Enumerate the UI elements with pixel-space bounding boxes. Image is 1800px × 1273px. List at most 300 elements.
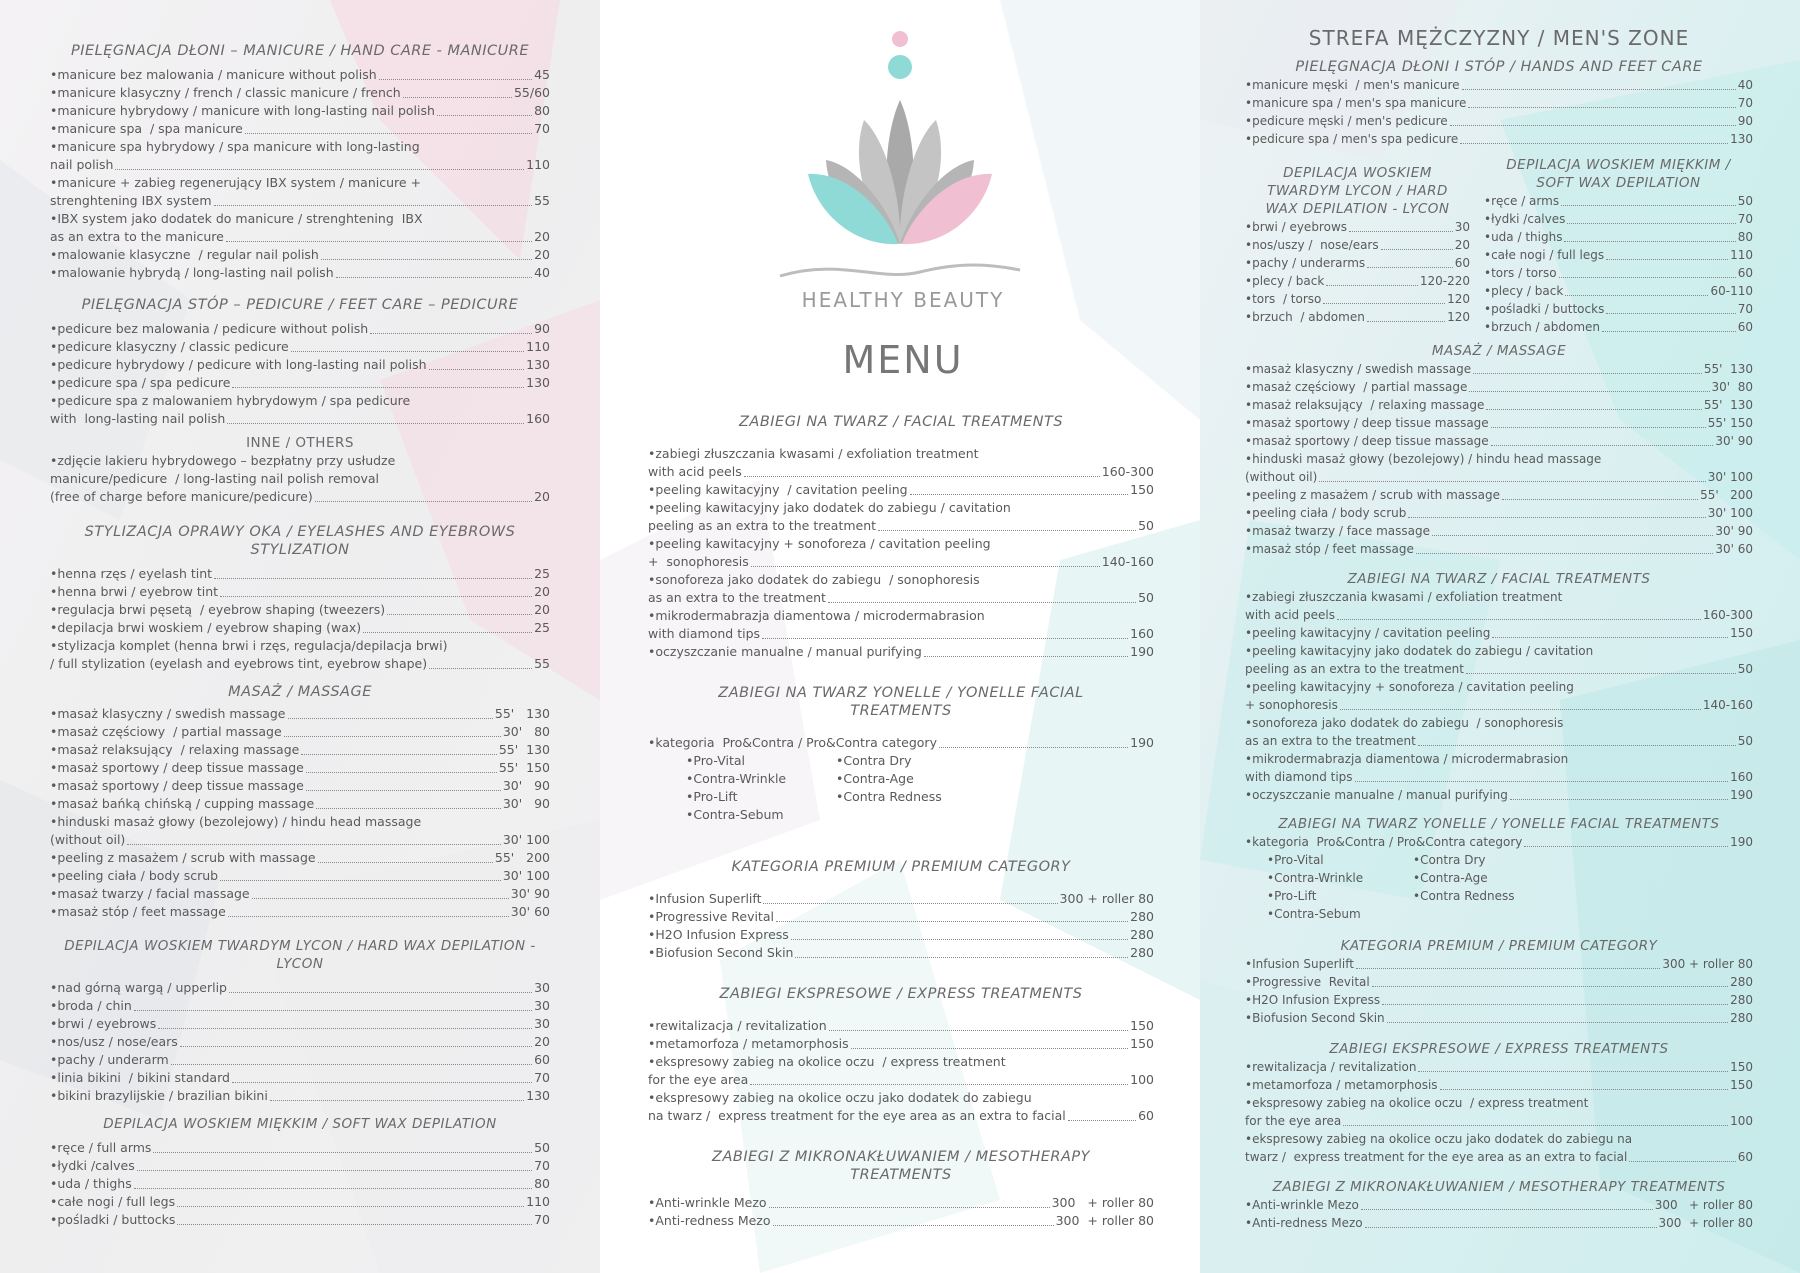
yonelle-subitems [1267, 851, 1753, 923]
dot-leader [153, 1152, 532, 1153]
sub-item: •Contra-Sebum [1267, 907, 1361, 921]
dot-leader [318, 862, 493, 863]
price-item [50, 320, 550, 338]
price-item-label: •pośladki / buttocks [1484, 302, 1605, 316]
price-item-label: •malowanie hybrydą / long-lasting nail polish [50, 265, 334, 280]
dot-leader [1323, 303, 1445, 304]
price-item-label: •łydki /calves [1484, 212, 1566, 226]
section-hard-wax [1245, 156, 1470, 336]
price-value: 60 [1737, 266, 1753, 280]
price-item-label: •pedicure klasyczny / classic pedicure [50, 339, 289, 354]
price-value: 50 [1737, 194, 1753, 208]
price-item-label: •tors / torso [1245, 292, 1322, 306]
dot-leader [1567, 223, 1735, 224]
dot-leader [316, 808, 501, 809]
price-list [1245, 955, 1753, 1027]
price-value: 50 [1138, 590, 1154, 605]
price-item [1245, 290, 1470, 308]
dot-leader [180, 1046, 532, 1047]
price-item-label: •brzuch / abdomen [1245, 310, 1365, 324]
price-item [50, 997, 550, 1015]
price-value: 60 [534, 1052, 550, 1067]
dot-leader [336, 277, 532, 278]
section-eyes [50, 523, 550, 673]
price-list [648, 1194, 1154, 1230]
price-item [50, 601, 550, 619]
dot-leader [232, 1082, 532, 1083]
dot-leader [1466, 673, 1736, 674]
price-list [1245, 1058, 1753, 1166]
price-list [1245, 588, 1753, 804]
price-value: 70 [1737, 96, 1753, 110]
price-list [648, 1017, 1154, 1125]
price-value: 120-220 [1419, 274, 1470, 288]
price-value: 90 [1737, 114, 1753, 128]
section-title: ZABIEGI Z MIKRONAKŁUWANIEM / MESOTHERAPY TREATMENTS [1272, 1179, 1726, 1195]
price-item-label: •Infusion Superlift [1245, 957, 1354, 971]
price-item-text: •ekspresowy zabieg na okolice oczu jako dodatek do zabiegu [648, 1090, 1032, 1105]
price-value: 55 [534, 656, 550, 671]
section-title: DEPILACJA WOSKIEM MIĘKKIM / SOFT WAX DEPILATION [103, 1116, 497, 1132]
price-value: 30 [534, 998, 550, 1013]
price-item-label: •masaż sportowy / deep tissue massage [1245, 434, 1489, 448]
price-item [50, 723, 550, 741]
price-item [1245, 378, 1753, 396]
price-item [1484, 228, 1753, 246]
dot-leader [252, 898, 509, 899]
price-value: 80 [1737, 230, 1753, 244]
price-item-label: with acid peels [1245, 608, 1335, 622]
dot-leader [1606, 259, 1728, 260]
price-item-text: •IBX system jako dodatek do manicure / strenghtening IBX [50, 211, 423, 226]
price-item-label: (without oil) [50, 832, 126, 847]
price-item [1245, 955, 1753, 973]
price-item-text: •stylizacja komplet (henna brwi i rzęs, regulacja/depilacja brwi) [50, 638, 448, 653]
section-title: PIELĘGNACJA DŁONI – MANICURE / HAND CARE - MANICURE [70, 43, 530, 59]
section-meso [648, 1148, 1154, 1230]
price-item-label: •całe nogi / full legs [50, 1194, 176, 1209]
price-value: 190 [1130, 735, 1154, 750]
price-item [1245, 696, 1753, 714]
price-value: 150 [1130, 1036, 1154, 1051]
price-item-text: •sonoforeza jako dodatek do zabiegu / sonophoresis [1245, 716, 1564, 730]
dot-leader [769, 1207, 1050, 1208]
price-item [50, 1157, 550, 1175]
price-value: 30' 80 [1711, 380, 1753, 394]
price-item [1484, 264, 1753, 282]
section-premium [1245, 937, 1753, 1027]
price-item-label: •masaż klasyczny / swedish massage [1245, 362, 1472, 376]
price-value: 70 [534, 121, 550, 136]
menu-title: MENU [842, 338, 964, 382]
price-item [50, 741, 550, 759]
price-list [50, 565, 550, 673]
price-value: 130 [526, 1088, 550, 1103]
price-item-label: •metamorfoza / metamorphosis [1245, 1078, 1438, 1092]
dot-leader [1418, 745, 1736, 746]
section-manicure [50, 42, 550, 282]
section-title: MASAŻ / MASSAGE [1431, 343, 1567, 359]
dot-leader [134, 1010, 532, 1011]
price-item [1245, 360, 1753, 378]
price-item [1484, 282, 1753, 300]
price-list [648, 734, 1154, 752]
price-item [648, 908, 1154, 926]
price-value: 30 [534, 980, 550, 995]
dot-leader [750, 1084, 1128, 1085]
dot-leader [1365, 1227, 1657, 1228]
price-item-label: •masaż stóp / feet massage [50, 904, 226, 919]
price-item [648, 589, 1154, 607]
dot-leader [1337, 619, 1701, 620]
price-value: 70 [534, 1158, 550, 1173]
dot-leader [227, 423, 524, 424]
price-item-label: •pedicure hybrydowy / pedicure with long-lasting nail polish [50, 357, 427, 372]
price-item-label: •plecy / back [1484, 284, 1564, 298]
price-item [648, 1035, 1154, 1053]
price-item-label: •nos/uszy / nose/ears [1245, 238, 1379, 252]
section-title: PIELĘGNACJA STÓP – PEDICURE / FEET CARE – PEDICURE [81, 297, 519, 313]
price-value: 150 [1730, 1078, 1753, 1092]
price-item-label: •rewitalizacja / revitalization [648, 1018, 827, 1033]
price-item-label: •bikini brazylijskie / brazilian bikini [50, 1088, 268, 1103]
price-item [50, 102, 550, 120]
dot-leader [1440, 1089, 1729, 1090]
price-item-label: •henna rzęs / eyelash tint [50, 566, 213, 581]
price-item-label: •Anti-wrinkle Mezo [1245, 1198, 1359, 1212]
price-item-text: •sonoforeza jako dodatek do zabiegu / sonophoresis [648, 572, 980, 587]
price-value: 30' 90 [1715, 434, 1753, 448]
price-item [50, 867, 550, 885]
dot-leader [776, 921, 1128, 922]
price-item [50, 565, 550, 583]
price-item [50, 192, 550, 210]
dot-leader [177, 1224, 532, 1225]
price-item-label: •depilacja brwi woskiem / eyebrow shaping (wax) [50, 620, 362, 635]
section-title: KATEGORIA PREMIUM / PREMIUM CATEGORY [1340, 938, 1658, 954]
price-item [1245, 1009, 1753, 1027]
dot-leader [829, 1030, 1129, 1031]
price-item [648, 1017, 1154, 1035]
section-premium [648, 858, 1154, 962]
section-soft-wax [1484, 156, 1753, 336]
price-item-label: •brwi / eyebrows [50, 1016, 157, 1031]
price-item [50, 410, 550, 428]
price-value: 55' 130 [1703, 362, 1753, 376]
price-value: 280 [1130, 945, 1154, 960]
price-value: 70 [534, 1212, 550, 1227]
dot-leader [429, 668, 532, 669]
section-title: ZABIEGI NA TWARZ / FACIAL TREATMENTS [738, 414, 1064, 430]
price-item [50, 228, 550, 246]
dot-leader [1343, 1125, 1728, 1126]
dot-leader [1492, 637, 1728, 638]
price-item-label: •pedicure męski / men's pedicure [1245, 114, 1448, 128]
depilation-columns [1245, 156, 1753, 336]
price-item [50, 831, 550, 849]
price-value: 60 [1737, 320, 1753, 334]
price-value: 150 [1130, 482, 1154, 497]
section-hard-wax [50, 937, 550, 1105]
price-item-label: •henna brwi / eyebrow tint [50, 584, 219, 599]
price-value: 80 [534, 1176, 550, 1191]
dot-leader [795, 957, 1128, 958]
sub-item: •Contra Dry [836, 753, 912, 768]
middle-column [648, 0, 1154, 1273]
price-value: 120 [1447, 292, 1470, 306]
price-item-label: twarz / express treatment for the eye area as an extra to facial [1245, 1150, 1628, 1164]
price-item [1245, 486, 1753, 504]
dot-leader [370, 333, 532, 334]
price-item-label: •pedicure spa / spa pedicure [50, 375, 231, 390]
price-item-label: •Biofusion Second Skin [1245, 1011, 1385, 1025]
sub-item: •Contra Redness [1413, 889, 1515, 903]
price-item-label: •masaż twarzy / facial massage [50, 886, 250, 901]
dot-leader [158, 1028, 532, 1029]
price-value: 140-160 [1702, 698, 1753, 712]
price-value: 30' 80 [502, 724, 550, 739]
mens-zone-header [1245, 26, 1753, 50]
price-item-label: •Progressive Revital [1245, 975, 1370, 989]
price-item-label: •plecy / back [1245, 274, 1325, 288]
price-item [1245, 624, 1753, 642]
price-value: 160 [1730, 770, 1753, 784]
price-item [50, 1033, 550, 1051]
dot-leader [1340, 709, 1701, 710]
dot-leader [744, 476, 1100, 477]
section-express [648, 985, 1154, 1125]
dot-leader [924, 656, 1128, 657]
right-column [1245, 0, 1753, 1273]
sub-item: •Contra-Sebum [686, 807, 784, 822]
price-item-label: •peeling ciała / body scrub [1245, 506, 1407, 520]
dot-leader [315, 501, 532, 502]
price-list [1484, 192, 1753, 336]
dot-leader [1387, 1022, 1728, 1023]
price-value: 20 [534, 489, 550, 504]
dot-leader [1408, 517, 1705, 518]
section-soft-wax [50, 1115, 550, 1229]
price-value: 150 [1730, 626, 1753, 640]
dot-leader [1606, 313, 1735, 314]
price-value: 60 [1454, 256, 1470, 270]
price-value: 190 [1730, 788, 1753, 802]
price-value: 130 [1730, 132, 1753, 146]
price-item-label: •metamorfoza / metamorphosis [648, 1036, 849, 1051]
dot-leader [245, 133, 532, 134]
sub-item: •Pro-Vital [686, 753, 745, 768]
price-item-label: •nos/usz / nose/ears [50, 1034, 178, 1049]
price-item-label: •tors / torso [1484, 266, 1557, 280]
price-item-label: •pedicure spa / men's spa pedicure [1245, 132, 1459, 146]
subitems-right [836, 752, 986, 824]
price-value: 30' 60 [510, 904, 550, 919]
price-item-label: •H2O Infusion Express [1245, 993, 1381, 1007]
price-value: 280 [1730, 1011, 1753, 1025]
price-item [1245, 468, 1753, 486]
price-item-text: •manicure spa hybrydowy / spa manicure with long-lasting [50, 139, 420, 154]
price-item-label: •peeling kawitacyjny / cavitation peeling [1245, 626, 1491, 640]
price-item-label: •pośladki / buttocks [50, 1212, 176, 1227]
price-value: 30' 100 [502, 832, 550, 847]
price-item [50, 488, 550, 506]
price-item-label: •Anti-redness Mezo [1245, 1216, 1363, 1230]
price-value: 300 + roller 80 [1055, 1213, 1154, 1228]
section-title: DEPILACJA WOSKIEM TWARDYM LYCON / HARD WAX DEPILATION - LYCON [1265, 165, 1450, 217]
price-value: 30' 90 [510, 886, 550, 901]
price-item [1245, 973, 1753, 991]
dot-leader [1349, 231, 1453, 232]
section-massage [50, 683, 550, 921]
price-item [50, 338, 550, 356]
section-title: ZABIEGI EKSPRESOWE / EXPRESS TREATMENTS [1329, 1041, 1669, 1057]
price-value: 190 [1730, 835, 1753, 849]
dot-leader [301, 754, 496, 755]
dot-leader [306, 790, 501, 791]
price-item-label: •malowanie klasyczne / regular nail polish [50, 247, 319, 262]
price-list [1245, 360, 1753, 558]
price-item [1245, 396, 1753, 414]
price-value: 30' 60 [1715, 542, 1753, 556]
price-item [50, 705, 550, 723]
price-item [50, 849, 550, 867]
left-column [50, 0, 550, 1273]
price-item [50, 264, 550, 282]
dot-leader [1326, 285, 1418, 286]
price-value: 50 [1737, 734, 1753, 748]
price-value: 20 [534, 1034, 550, 1049]
price-item [1245, 218, 1470, 236]
price-item [1245, 540, 1753, 558]
dot-leader [1418, 1071, 1728, 1072]
section-title: ZABIEGI Z MIKRONAKŁUWANIEM / MESOTHERAPY TREATMENTS [712, 1149, 1090, 1183]
price-item-label: •linia bikini / bikini standard [50, 1070, 230, 1085]
price-value: 80 [534, 103, 550, 118]
price-item-label: •manicure hybrydowy / manicure with long-lasting nail polish [50, 103, 435, 118]
price-value: 30' 90 [502, 796, 550, 811]
price-item [1484, 246, 1753, 264]
price-value: 280 [1130, 909, 1154, 924]
dot-leader [137, 1170, 532, 1171]
price-item [50, 84, 550, 102]
brand-name: HEALTHY BEAUTY [801, 288, 1005, 312]
price-item-text: •hinduski masaż głowy (bezolejowy) / hindu head massage [50, 814, 422, 829]
price-value: 55' 200 [494, 850, 550, 865]
price-item [50, 777, 550, 795]
dot-leader [1382, 1004, 1728, 1005]
dot-leader [134, 1188, 532, 1189]
subitems-right [1413, 851, 1563, 923]
dot-leader [1432, 535, 1713, 536]
price-item [1245, 130, 1753, 148]
price-item [50, 885, 550, 903]
price-item-label: nail polish [50, 157, 114, 172]
dot-leader [1565, 295, 1708, 296]
price-item-label: •masaż sportowy / deep tissue massage [50, 760, 304, 775]
dot-leader [1367, 267, 1453, 268]
dot-leader [379, 79, 532, 80]
price-item [1245, 308, 1470, 326]
price-item-text: •peeling kawitacyjny jako dodatek do zabiegu / cavitation [1245, 644, 1594, 658]
price-item-label: •pedicure bez malowania / pedicure without polish [50, 321, 369, 336]
price-value: 55' 130 [1703, 398, 1753, 412]
sub-item: •Contra Dry [1413, 853, 1486, 867]
price-item [50, 903, 550, 921]
price-value: 20 [534, 229, 550, 244]
price-item [50, 1139, 550, 1157]
price-item-label: •masaż częściowy / partial massage [1245, 380, 1468, 394]
price-value: 140-160 [1101, 554, 1154, 569]
price-value: 55' 150 [1707, 416, 1753, 430]
price-item-label: strenghtening IBX system [50, 193, 212, 208]
dot-leader [878, 530, 1136, 531]
dot-leader [220, 880, 501, 881]
sub-item: •Contra Redness [836, 789, 942, 804]
price-item-label: •peeling z masażem / scrub with massage [50, 850, 316, 865]
price-list [50, 979, 550, 1105]
dot-leader [1486, 409, 1702, 410]
price-item [1245, 1214, 1753, 1232]
price-value: 60-110 [1710, 284, 1753, 298]
price-value: 55' 130 [494, 706, 550, 721]
dot-leader [851, 1048, 1129, 1049]
dot-leader [791, 939, 1128, 940]
price-item [1245, 1196, 1753, 1214]
price-item [1484, 210, 1753, 228]
dot-leader [1564, 241, 1735, 242]
price-item-label: •Infusion Superlift [648, 891, 762, 906]
price-item-label: with long-lasting nail polish [50, 411, 226, 426]
price-value: 30 [534, 1016, 550, 1031]
dot-leader [939, 747, 1128, 748]
dot-leader [177, 1206, 524, 1207]
price-item-label: •manicure klasyczny / french / classic manicure / french [50, 85, 401, 100]
price-item [648, 1212, 1154, 1230]
price-item-label: •Progressive Revital [648, 909, 774, 924]
price-list [50, 66, 550, 282]
dot-leader [1559, 277, 1736, 278]
price-value: 60 [1138, 1108, 1154, 1123]
price-item-text: •peeling kawitacyjny + sonoforeza / cavitation peeling [648, 536, 991, 551]
section-yonelle [648, 684, 1154, 824]
price-item [1484, 300, 1753, 318]
price-item [50, 1193, 550, 1211]
section-meso [1245, 1178, 1753, 1232]
price-item [50, 795, 550, 813]
section-title: ZABIEGI NA TWARZ YONELLE / YONELLE FACIAL TREATMENTS [718, 685, 1084, 719]
price-value: 40 [534, 265, 550, 280]
price-item [1245, 732, 1753, 750]
price-value: 20 [534, 584, 550, 599]
price-value: 280 [1730, 975, 1753, 989]
price-value: 300 + roller 80 [1654, 1198, 1753, 1212]
dot-leader [1491, 427, 1706, 428]
price-item-label: peeling as an extra to the treatment [648, 518, 877, 533]
price-item [648, 890, 1154, 908]
price-value: 25 [534, 566, 550, 581]
price-item [1245, 254, 1470, 272]
price-list [50, 452, 550, 506]
price-item [50, 619, 550, 637]
price-item-label: •Anti-wrinkle Mezo [648, 1195, 767, 1210]
price-item-text: •mikrodermabrazja diamentowa / microdermabrasion [648, 608, 985, 623]
price-item-text: •pedicure spa z malowaniem hybrydowym / spa pedicure [50, 393, 411, 408]
price-item [1245, 522, 1753, 540]
price-item-label: •oczyszczanie manualne / manual purifying [1245, 788, 1508, 802]
price-item-label: •peeling kawitacyjny / cavitation peeling [648, 482, 908, 497]
dot-leader [127, 844, 501, 845]
price-item [50, 246, 550, 264]
